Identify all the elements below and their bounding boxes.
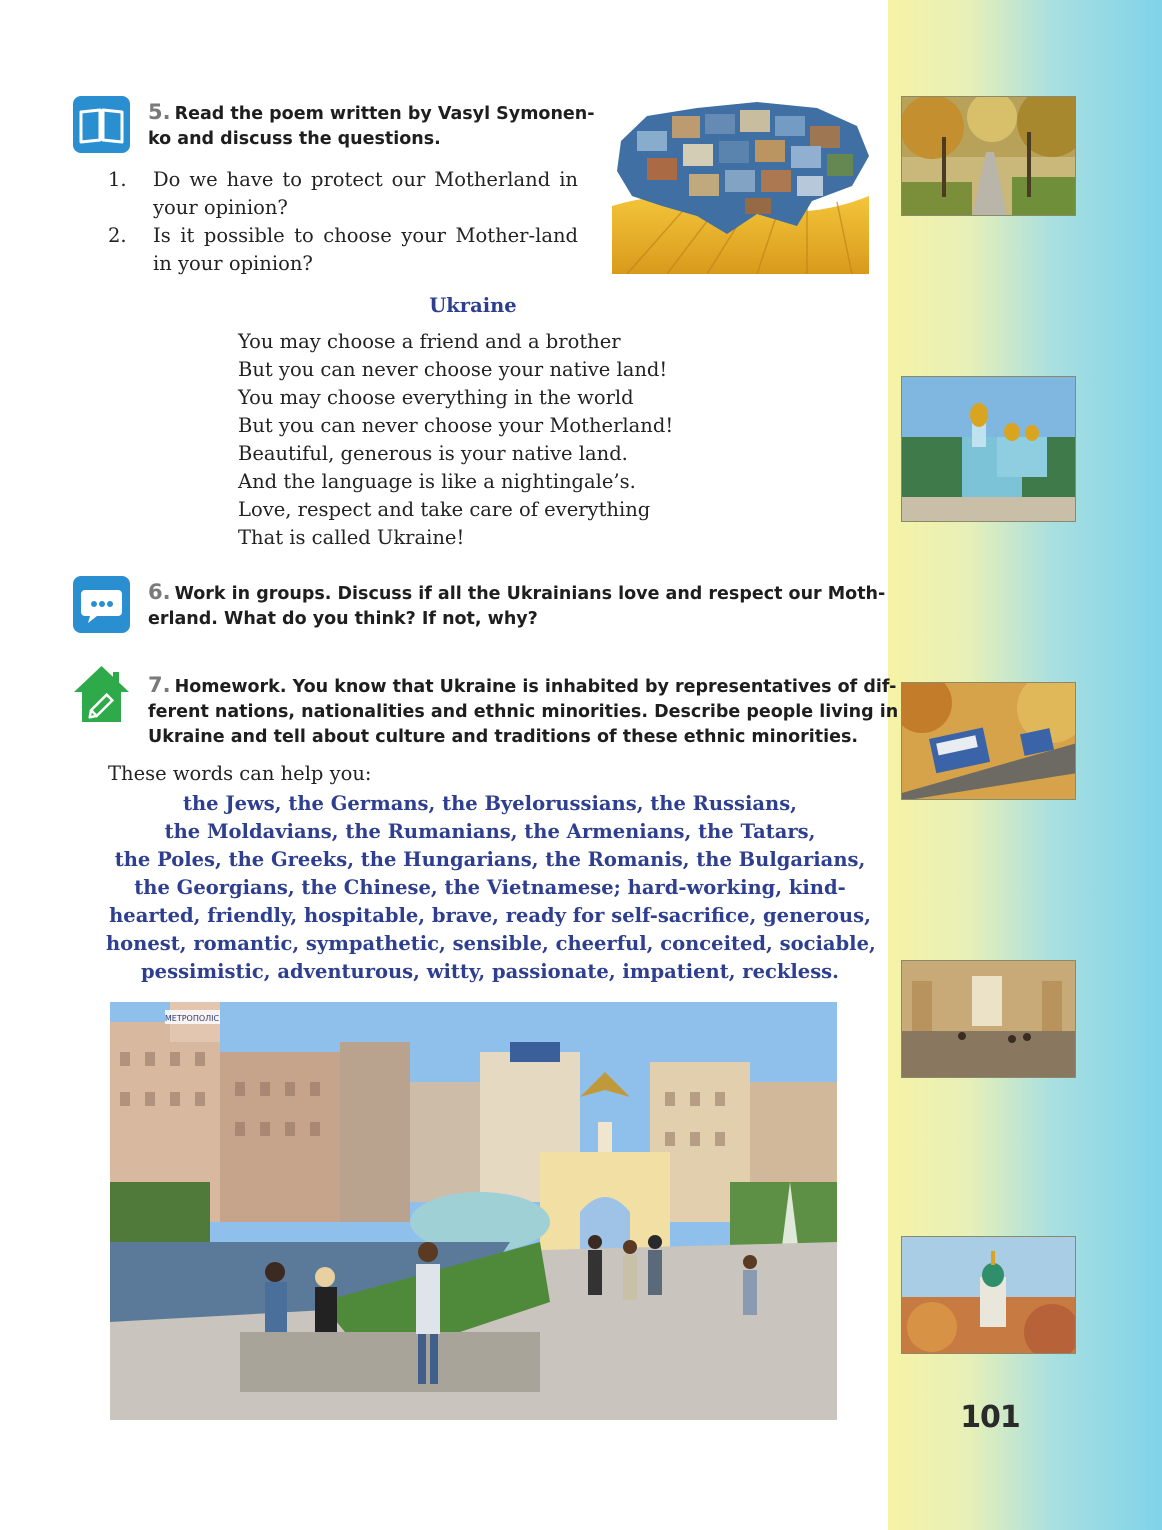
question-list	[108, 166, 578, 278]
poem-line: But you can never choose your Motherland!	[238, 414, 674, 437]
ukraine-map-collage	[607, 96, 873, 274]
task-5-heading	[148, 100, 595, 152]
book-icon	[73, 96, 130, 153]
question-number: 2.	[108, 224, 127, 247]
poem-line: Beautiful, generous is your native land.	[238, 442, 628, 465]
question-text: Is it possible to choose your Mother-land in your opinion?	[153, 224, 578, 275]
poem-line: You may choose a friend and a brother	[238, 330, 621, 353]
funicular-photo	[901, 682, 1076, 800]
task-text: Ukraine and tell about culture and traditions of these ethnic minorities.	[148, 727, 859, 747]
task-text: ko and discuss the questions.	[148, 129, 441, 149]
independence-square-photo	[110, 1002, 837, 1420]
vocabulary-line: hearted, friendly, hospitable, brave, ready for self-sacrifice, generous,	[109, 904, 871, 927]
vocabulary-line: honest, romantic, sympathetic, sensible, cheerful, conceited, sociable,	[106, 932, 876, 955]
poem-line: That is called Ukraine!	[238, 526, 465, 549]
task-number: 7.	[148, 673, 171, 697]
task-6-heading	[148, 580, 885, 632]
task-text: Read the poem written by Vasyl Symonen-	[174, 104, 595, 124]
list-item	[108, 222, 578, 278]
vocabulary-line: the Jews, the Germans, the Byelorussians, the Russians,	[183, 792, 797, 815]
question-number: 1.	[108, 168, 127, 191]
list-item	[108, 166, 578, 222]
page-number: 101	[960, 1400, 1020, 1435]
church-city-photo	[901, 1236, 1076, 1354]
task-7-heading	[148, 673, 898, 750]
chat-bubble-icon	[73, 576, 130, 633]
poem-title: Ukraine	[429, 294, 517, 317]
vocabulary-line: the Georgians, the Chinese, the Vietnamese; hard-working, kind-	[134, 876, 846, 899]
task-text: ferent nations, nationalities and ethnic minorities. Describe people living in	[148, 702, 899, 722]
task-number: 6.	[148, 580, 171, 604]
poem-line: But you can never choose your native land!	[238, 358, 668, 381]
interior-hall-photo	[901, 960, 1076, 1078]
poem-line: And the language is like a nightingale’s.	[238, 470, 636, 493]
vocabulary-line: the Moldavians, the Rumanians, the Armenians, the Tatars,	[164, 820, 816, 843]
sign-label: МЕТРОПОЛІС	[164, 1014, 220, 1023]
task-text: Homework. You know that Ukraine is inhabited by representatives of dif-	[174, 677, 897, 697]
poem-text	[238, 328, 673, 552]
helper-text: These words can help you:	[108, 762, 372, 785]
vocabulary-list	[106, 790, 874, 986]
cathedral-photo	[901, 376, 1076, 522]
vocabulary-line: the Poles, the Greeks, the Hungarians, the Romanis, the Bulgarians,	[114, 848, 866, 871]
task-number: 5.	[148, 100, 171, 124]
question-text: Do we have to protect our Motherland in your opinion?	[153, 168, 578, 219]
poem-line: Love, respect and take care of everything	[238, 498, 651, 521]
house-pencil-icon	[73, 664, 130, 724]
task-text: erland. What do you think? If not, why?	[148, 609, 538, 629]
poem-line: You may choose everything in the world	[238, 386, 634, 409]
park-alley-photo	[901, 96, 1076, 216]
vocabulary-line: pessimistic, adventurous, witty, passionate, impatient, reckless.	[141, 960, 839, 983]
task-text: Work in groups. Discuss if all the Ukrainians love and respect our Moth-	[174, 584, 886, 604]
